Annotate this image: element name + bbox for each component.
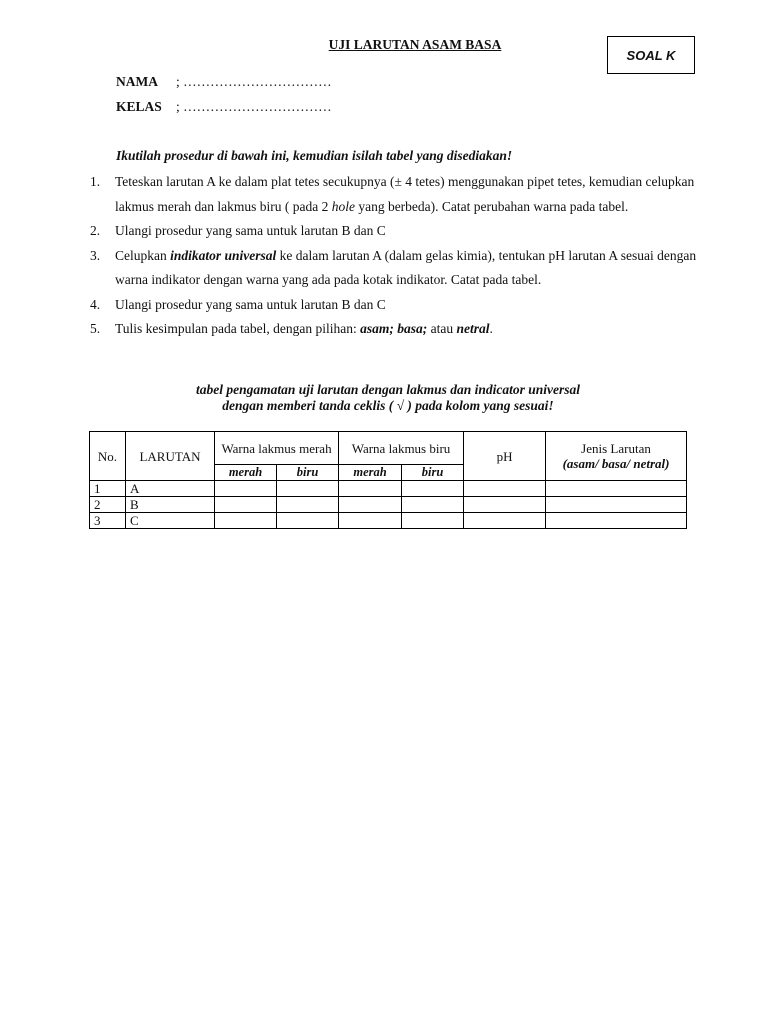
step-text bbox=[115, 170, 715, 219]
jenis-larutan-cell[interactable] bbox=[546, 497, 687, 513]
ph-cell[interactable] bbox=[464, 481, 546, 497]
lakmus-biru-on-biru-cell[interactable] bbox=[402, 497, 464, 513]
step-text-part: Teteskan larutan A ke dalam plat tetes secukupnya (± 4 tetes) menggunakan pipet tetes, kemudian celupkan lakmus merah dan lakmus biru ( pada 2 bbox=[115, 174, 695, 214]
header-ph: pH bbox=[464, 432, 546, 481]
lakmus-biru-on-merah-cell[interactable] bbox=[339, 481, 402, 497]
subheader-biru: biru bbox=[277, 465, 339, 481]
document-title: UJI LARUTAN ASAM BASA bbox=[328, 37, 502, 52]
table-row bbox=[90, 513, 687, 529]
lakmus-merah-on-merah-cell[interactable] bbox=[215, 481, 277, 497]
jenis-larutan-cell[interactable] bbox=[546, 513, 687, 529]
step-text-part: Ulangi prosedur yang sama untuk larutan B dan C bbox=[115, 223, 386, 238]
lakmus-merah-on-merah-cell[interactable] bbox=[215, 513, 277, 529]
lakmus-merah-on-biru-cell[interactable] bbox=[277, 497, 339, 513]
row-no-cell: 1 bbox=[90, 481, 126, 497]
step-text-part: Celupkan bbox=[115, 247, 171, 263]
nama-field bbox=[116, 74, 332, 90]
jenis-larutan-cell[interactable] bbox=[546, 481, 687, 497]
step-text-part: hole bbox=[331, 198, 355, 214]
header-lakmus-merah: Warna lakmus merah bbox=[215, 432, 339, 465]
procedure-list bbox=[90, 170, 715, 342]
procedure-step bbox=[90, 170, 715, 219]
step-text bbox=[115, 293, 715, 318]
step-text-part: yang berbeda). Catat perubahan warna pada tabel. bbox=[354, 198, 629, 214]
lakmus-merah-on-biru-cell[interactable] bbox=[277, 513, 339, 529]
table-row bbox=[90, 497, 687, 513]
subheader-merah: merah bbox=[215, 465, 277, 481]
lakmus-biru-on-biru-cell[interactable] bbox=[402, 513, 464, 529]
procedure-step bbox=[90, 317, 715, 342]
subheader-merah: merah bbox=[339, 465, 402, 481]
step-text-part: atau bbox=[427, 321, 457, 336]
step-text-part: netral bbox=[456, 321, 490, 336]
lakmus-biru-on-merah-cell[interactable] bbox=[339, 513, 402, 529]
lakmus-biru-on-merah-cell[interactable] bbox=[339, 497, 402, 513]
row-no-cell: 3 bbox=[90, 513, 126, 529]
observation-table bbox=[89, 431, 687, 529]
lakmus-merah-on-biru-cell[interactable] bbox=[277, 481, 339, 497]
step-text bbox=[115, 317, 715, 342]
step-number: 4. bbox=[90, 296, 101, 312]
table-caption-line1: tabel pengamatan uji larutan dengan lakmus dan indicator universal bbox=[195, 382, 581, 397]
step-number: 2. bbox=[90, 223, 101, 238]
header-no: No. bbox=[90, 432, 126, 481]
subheader-biru: biru bbox=[402, 465, 464, 481]
step-text-part: . bbox=[489, 321, 493, 336]
lakmus-biru-on-biru-cell[interactable] bbox=[402, 481, 464, 497]
ph-cell[interactable] bbox=[464, 497, 546, 513]
step-text-part: ke dalam larutan A (dalam gelas kimia), tentukan pH larutan A sesuai dengan warna indikator dengan warna yang ada pada kotak indikator. Catat pada tabel. bbox=[115, 247, 697, 287]
step-text-part: asam; basa; bbox=[360, 321, 428, 336]
step-number: 3. bbox=[90, 247, 101, 263]
lakmus-merah-on-merah-cell[interactable] bbox=[215, 497, 277, 513]
step-text-part: indikator universal bbox=[170, 247, 277, 263]
header-lakmus-biru: Warna lakmus biru bbox=[339, 432, 464, 465]
step-text bbox=[115, 219, 715, 244]
row-larutan-cell: B bbox=[126, 497, 215, 513]
table-row bbox=[90, 481, 687, 497]
nama-label: NAMA bbox=[116, 74, 158, 89]
row-larutan-cell: C bbox=[126, 513, 215, 529]
step-text-part: Tulis kesimpulan pada tabel, dengan pilihan: bbox=[115, 321, 361, 336]
procedure-step bbox=[90, 244, 715, 293]
row-no-cell: 2 bbox=[90, 497, 126, 513]
step-number: 5. bbox=[90, 321, 101, 336]
step-text bbox=[115, 244, 715, 293]
step-number: 1. bbox=[90, 174, 101, 189]
kelas-blank: ; …………………………… bbox=[176, 99, 332, 114]
kelas-field bbox=[116, 99, 332, 115]
procedure-step bbox=[90, 219, 715, 244]
header-jenis-line1: Jenis Larutan bbox=[581, 441, 651, 456]
kelas-label: KELAS bbox=[116, 99, 162, 114]
instruction-heading: Ikutilah prosedur di bawah ini, kemudian isilah tabel yang disediakan! bbox=[116, 148, 513, 163]
step-text-part: Ulangi prosedur yang sama untuk larutan B dan C bbox=[115, 296, 386, 312]
header-larutan: LARUTAN bbox=[126, 432, 215, 481]
ph-cell[interactable] bbox=[464, 513, 546, 529]
row-larutan-cell: A bbox=[126, 481, 215, 497]
nama-blank: ; …………………………… bbox=[176, 74, 332, 89]
procedure-step bbox=[90, 293, 715, 318]
table-caption-line2: dengan memberi tanda ceklis ( √ ) pada kolom yang sesuai! bbox=[222, 398, 554, 413]
header-jenis-line2: (asam/ basa/ netral) bbox=[562, 456, 670, 471]
header-jenis-larutan bbox=[546, 432, 687, 481]
soal-label-box: SOAL K bbox=[607, 36, 695, 74]
